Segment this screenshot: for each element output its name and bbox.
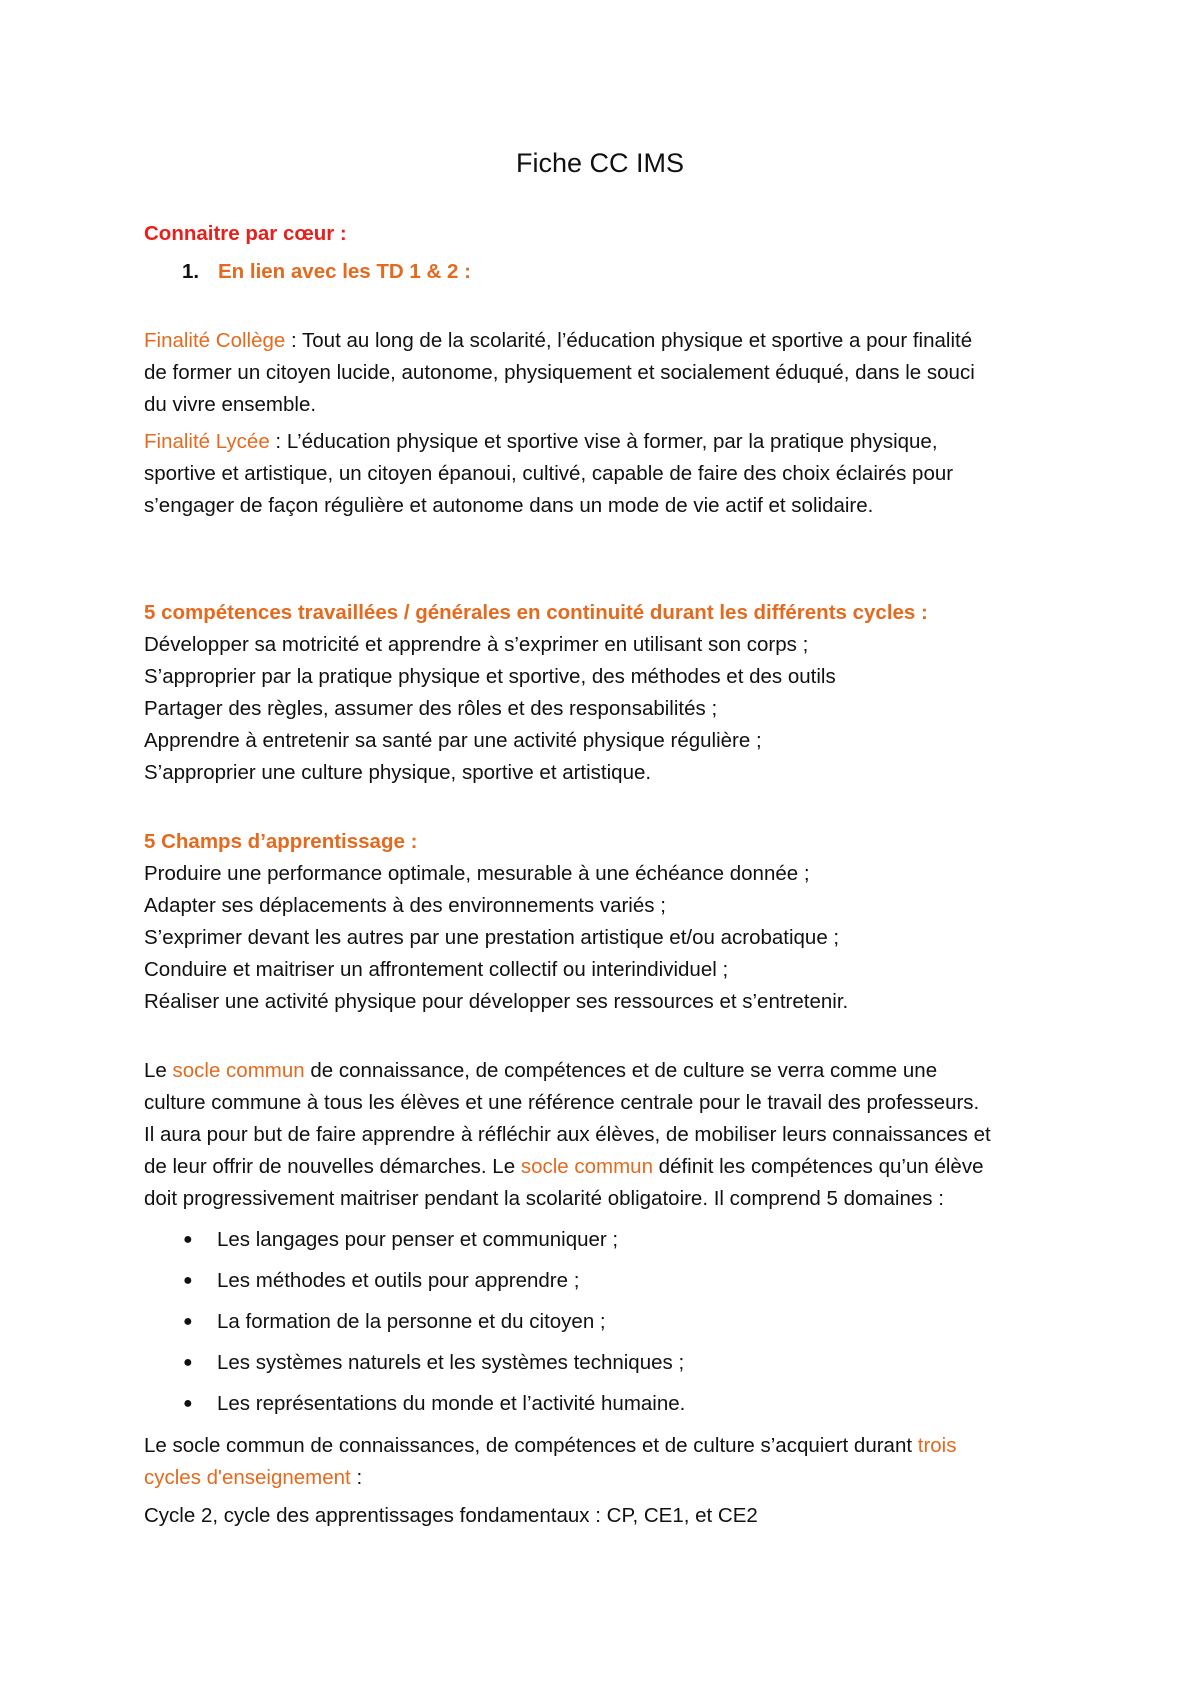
college-line-2: de former un citoyen lucide, autonome, physiquement et socialement éduqué, dans le souci	[144, 361, 975, 384]
competence-item: Partager des règles, assumer des rôles et des responsabilités ;	[144, 697, 718, 720]
bullet-icon: ●	[183, 1354, 193, 1371]
lycee-label: Finalité Lycée	[144, 430, 270, 453]
competences-heading: 5 compétences travaillées / générales en continuité durant les différents cycles :	[144, 601, 928, 624]
socle-line-4: de leur offrir de nouvelles démarches. Le socle commun définit les compétences qu’un élève	[144, 1155, 984, 1178]
competence-item: Développer sa motricité et apprendre à s’exprimer en utilisant son corps ;	[144, 633, 809, 656]
numbered-list-item	[182, 256, 471, 288]
champ-item: Conduire et maitriser un affrontement collectif ou interindividuel ;	[144, 958, 729, 981]
list-number: 1.	[182, 260, 200, 283]
college-line-3: du vivre ensemble.	[144, 393, 317, 416]
bullet-icon: ●	[183, 1231, 193, 1248]
champ-item: Produire une performance optimale, mesurable à une échéance donnée ;	[144, 862, 810, 885]
competence-item: S’approprier par la pratique physique et sportive, des méthodes et des outils	[144, 665, 836, 688]
domaine-item: Les systèmes naturels et les systèmes techniques ;	[217, 1351, 685, 1374]
domaine-item: La formation de la personne et du citoyen ;	[217, 1310, 606, 1333]
bullet-icon: ●	[183, 1395, 193, 1412]
cycles-keyword: cycles d'enseignement	[144, 1466, 351, 1489]
socle-line-1: Le socle commun de connaissance, de compétences et de culture se verra comme une	[144, 1059, 938, 1082]
champs-heading: 5 Champs d’apprentissage :	[144, 830, 418, 853]
socle-line-5: doit progressivement maitriser pendant la scolarité obligatoire. Il comprend 5 domaines :	[144, 1187, 944, 1210]
page-title: Fiche CC IMS	[515, 148, 685, 178]
lycee-line-1: Finalité Lycée : L’éducation physique et sportive vise à former, par la pratique physique,	[144, 430, 938, 453]
domaine-item: Les langages pour penser et communiquer ;	[217, 1228, 619, 1251]
bullet-icon: ●	[183, 1272, 193, 1289]
socle-line-3: Il aura pour but de faire apprendre à réfléchir aux élèves, de mobiliser leurs connaissances et	[144, 1123, 991, 1146]
socle-line-2: culture commune à tous les élèves et une référence centrale pour le travail des professeurs.	[144, 1091, 980, 1114]
heading-connaitre: Connaitre par cœur :	[144, 222, 347, 245]
college-label: Finalité Collège	[144, 329, 286, 352]
champ-item: S’exprimer devant les autres par une prestation artistique et/ou acrobatique ;	[144, 926, 840, 949]
champ-item: Adapter ses déplacements à des environnements variés ;	[144, 894, 666, 917]
competence-item: Apprendre à entretenir sa santé par une activité physique régulière ;	[144, 729, 762, 752]
socle-keyword: socle commun	[172, 1059, 305, 1082]
socle-keyword: socle commun	[520, 1155, 653, 1178]
cycle-2-line: Cycle 2, cycle des apprentissages fondamentaux : CP, CE1, et CE2	[144, 1504, 758, 1527]
domaine-item: Les méthodes et outils pour apprendre ;	[217, 1269, 580, 1292]
lycee-line-3: s’engager de façon régulière et autonome dans un mode de vie actif et solidaire.	[144, 494, 874, 517]
cycles-keyword: trois	[917, 1434, 957, 1457]
cycles-line-2: cycles d'enseignement :	[144, 1466, 363, 1489]
champ-item: Réaliser une activité physique pour développer ses ressources et s’entretenir.	[144, 990, 849, 1013]
domaine-item: Les représentations du monde et l’activité humaine.	[217, 1392, 686, 1415]
college-line-1: Finalité Collège : Tout au long de la scolarité, l’éducation physique et sportive a pour finalité	[144, 329, 973, 352]
lycee-line-2: sportive et artistique, un citoyen épanoui, cultivé, capable de faire des choix éclairés pour	[144, 462, 954, 485]
cycles-line-1: Le socle commun de connaissances, de compétences et de culture s’acquiert durant trois	[144, 1434, 957, 1457]
list-label: En lien avec les TD 1 & 2 :	[218, 260, 471, 283]
bullet-icon: ●	[183, 1313, 193, 1330]
competence-item: S’approprier une culture physique, sportive et artistique.	[144, 761, 652, 784]
